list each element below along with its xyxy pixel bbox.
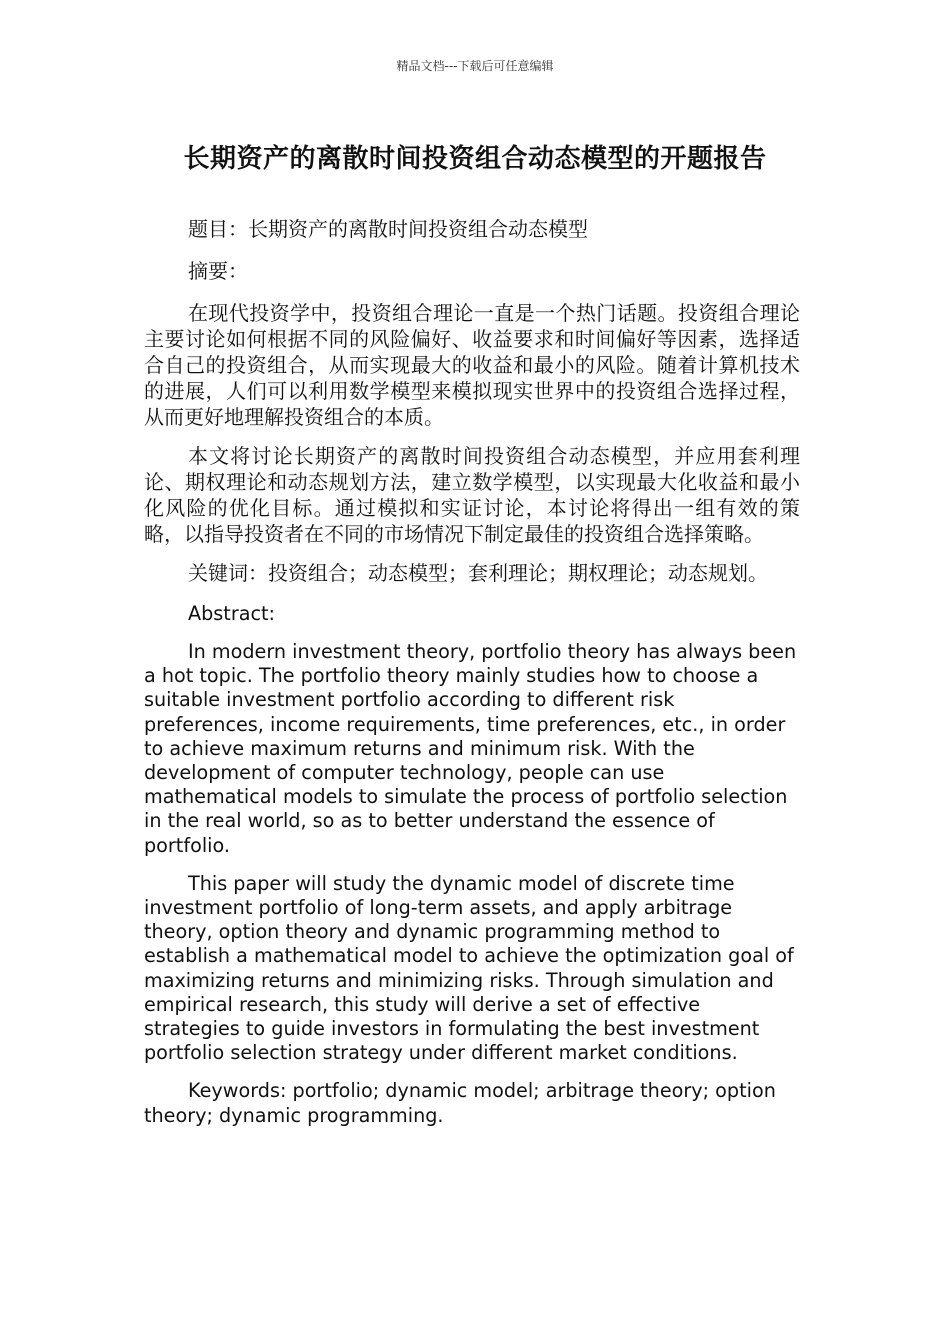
abstract-en-paragraph: In modern investment theory, portfolio theory has always been a hot topic. The portfolio theory mainly studies how to choose a suitable investment portfolio according to different risk preferences, income requirements, time preferences, etc., in order to achieve maximum returns and minimum risk. With the development of computer technology, people can use mathematical models to simulate the process of portfolio selection in the real world, so as to better understand the essence of portfolio. (144, 640, 797, 857)
header-note: 精品文档---下载后可任意编辑 (396, 59, 554, 73)
keywords-cn: 关键词：投资组合；动态模型；套利理论；期权理论；动态规划。 (188, 561, 768, 585)
keywords-en: Keywords: portfolio; dynamic model; arbitrage theory; option theory; dynamic programming. (144, 1079, 776, 1127)
abstract-cn-label: 摘要： (188, 259, 248, 283)
document-title: 长期资产的离散时间投资组合动态模型的开题报告 (183, 144, 767, 174)
document-body (144, 210, 800, 1142)
topic-line: 题目：长期资产的离散时间投资组合动态模型 (188, 217, 588, 241)
abstract-cn-paragraph: 在现代投资学中，投资组合理论一直是一个热门话题。投资组合理论主要讨论如何根据不同的风险偏好、收益要求和时间偏好等因素，选择适合自己的投资组合，从而实现最大的收益和最小的风险。随着计算机技术的进展，人们可以利用数学模型来模拟现实世界中的投资组合选择过程，从而更好地理解投资组合的本质。 (144, 301, 800, 429)
abstract-en-label: Abstract: (188, 602, 276, 625)
abstract-cn-paragraph: 本文将讨论长期资产的离散时间投资组合动态模型，并应用套利理论、期权理论和动态规划方法，建立数学模型，以实现最大化收益和最小化风险的优化目标。通过模拟和实证讨论，本讨论将得出一组有效的策略，以指导投资者在不同的市场情况下制定最佳的投资组合选择策略。 (144, 444, 800, 546)
abstract-en-paragraph: This paper will study the dynamic model of discrete time investment portfolio of long-term assets, and apply arbitrage theory, option theory and dynamic programming method to establish a mathematical model to achieve the optimization goal of maximizing returns and minimizing risks. Through simulation and empirical research, this study will derive a set of effective strategies to guide investors in formulating the best investment portfolio selection strategy under different market conditions. (144, 871, 794, 1065)
